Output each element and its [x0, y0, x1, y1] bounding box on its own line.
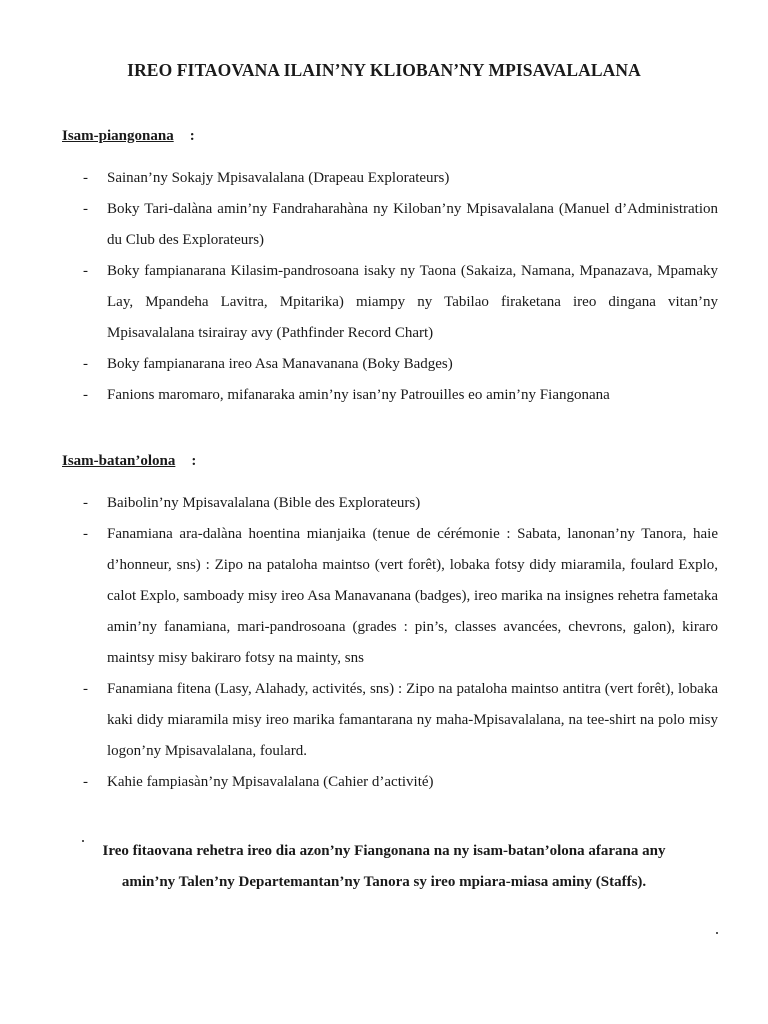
list-item	[0, 380, 768, 411]
list-item	[0, 674, 768, 767]
section-heading-label: Isam-piangonana	[62, 128, 174, 144]
footer-line: Ireo fitaovana rehetra ireo dia azon’ny Fiangonana na ny isam-batan’olona afarana any	[102, 843, 666, 859]
bullet-dash: -	[83, 263, 88, 279]
list-item	[0, 194, 768, 256]
document-title: IREO FITAOVANA ILAIN’NY KLIOBAN’NY MPISAVALALANA	[127, 60, 641, 80]
list-item-text: Boky Tari-dalàna amin’ny Fandraharahàna ny Kiloban’ny Mpisavalalana (Manuel d’Administration du Club des Explorateurs)	[107, 201, 718, 248]
list-item	[0, 488, 768, 519]
bullet-dash: -	[83, 526, 88, 542]
list-item	[0, 767, 768, 798]
bullet-dash: -	[83, 681, 88, 697]
bullet-dash: -	[83, 201, 88, 217]
list-item	[0, 519, 768, 674]
section-list-individual	[0, 488, 768, 798]
section-heading-church	[62, 128, 195, 145]
list-item	[0, 256, 768, 349]
section-heading-label: Isam-batan’olona	[62, 453, 176, 469]
list-item-text: Kahie fampiasàn’ny Mpisavalalana (Cahier d’activité)	[107, 774, 434, 790]
scan-speck	[716, 932, 718, 934]
section-heading-colon: :	[191, 453, 197, 469]
list-item-text: Fanions maromaro, mifanaraka amin’ny isan’ny Patrouilles eo amin’ny Fiangonana	[107, 387, 610, 403]
footer-line: amin’ny Talen’ny Departemantan’ny Tanora sy ireo mpiara-miasa aminy (Staffs).	[121, 874, 647, 890]
list-item-text: Baibolin’ny Mpisavalalana (Bible des Explorateurs)	[107, 495, 421, 511]
bullet-dash: -	[83, 170, 88, 186]
section-list-church	[0, 163, 768, 411]
list-item	[0, 349, 768, 380]
section-heading-individual	[62, 453, 196, 470]
list-item-text: Fanamiana ara-dalàna hoentina mianjaika (tenue de cérémonie : Sabata, lanonan’ny Tanora, haie d’honneur, sns) : Zipo na pataloha maintso (vert forêt), lobaka fotsy didy miaramila, foulard Explo, calot Explo, samboady misy ireo Asa Manavanana (badges), ireo marika na insignes rehetra fametaka amin’ny fanamiana, mari-pandrosoana (grades : pin’s, classes avancées, chevrons, galon), kiraro maintsy misy bakiraro fotsy na mainty, sns	[107, 526, 718, 666]
bullet-dash: -	[83, 387, 88, 403]
bullet-dash: -	[83, 774, 88, 790]
list-item-text: Sainan’ny Sokajy Mpisavalalana (Drapeau Explorateurs)	[107, 170, 450, 186]
list-item-text: Fanamiana fitena (Lasy, Alahady, activités, sns) : Zipo na pataloha maintso antitra (vert forêt), lobaka kaki didy miaramila misy ireo marika famantarana ny maha-Mpisavalalana, na tee-shirt na polo misy logon’ny Mpisavalalana, foulard.	[107, 681, 718, 759]
list-item-text: Boky fampianarana ireo Asa Manavanana (Boky Badges)	[107, 356, 453, 372]
bullet-dash: -	[83, 356, 88, 372]
list-item-text: Boky fampianarana Kilasim-pandrosoana isaky ny Taona (Sakaiza, Namana, Mpanazava, Mpamaky Lay, Mpandeha Lavitra, Mpitarika) miampy ny Tabilao firaketana ireo dingana vitan’ny Mpisavalalana tsirairay avy (Pathfinder Record Chart)	[107, 263, 718, 341]
list-item	[0, 163, 768, 194]
scan-speck	[82, 840, 84, 842]
section-heading-colon: :	[189, 128, 195, 144]
bullet-dash: -	[83, 495, 88, 511]
footer-note	[0, 836, 768, 898]
